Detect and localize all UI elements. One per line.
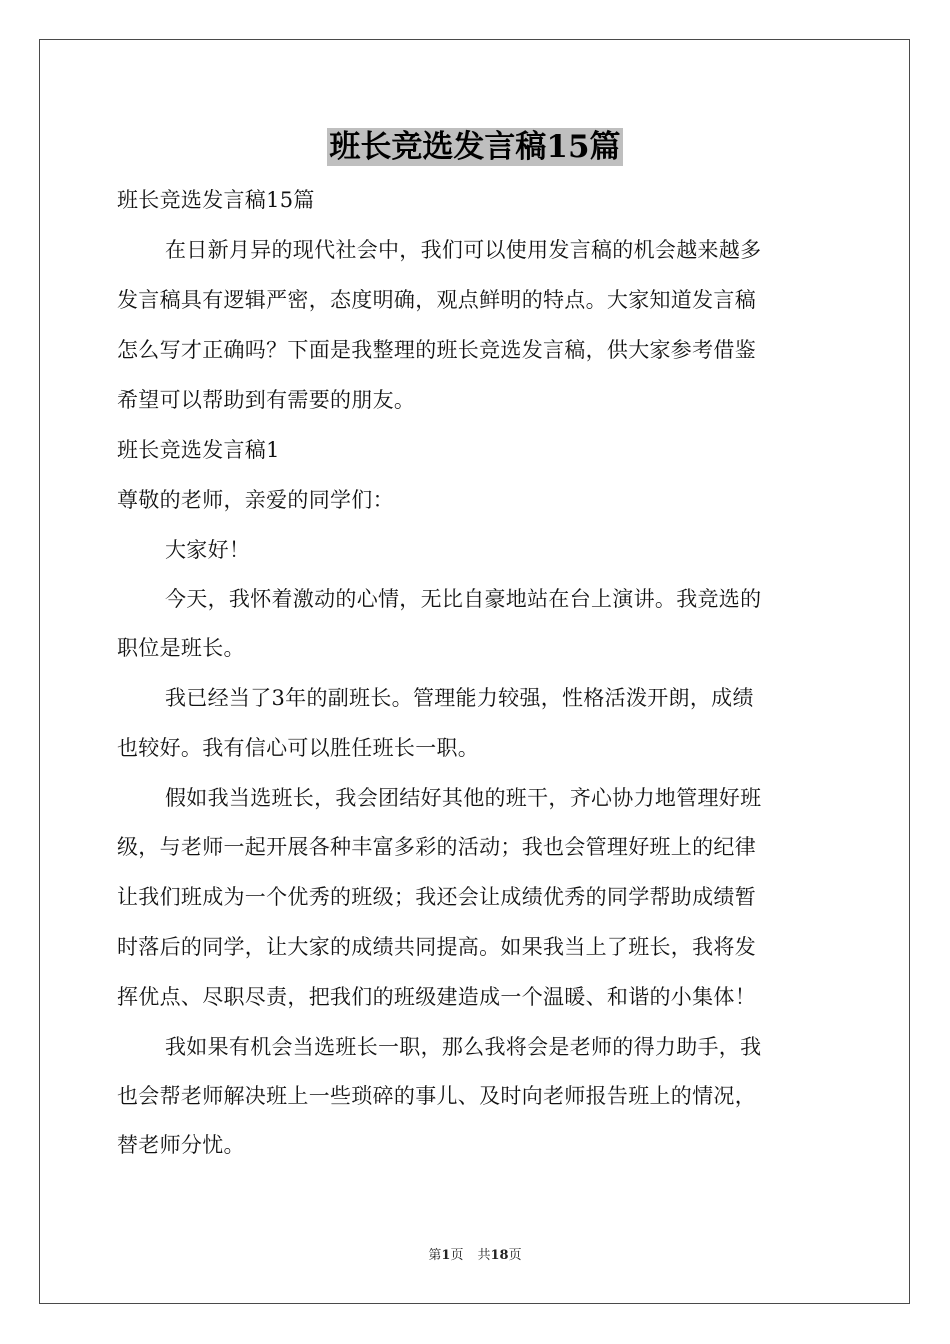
paragraph-line: 替老师分忧。: [117, 1133, 245, 1157]
title-container: [0, 128, 950, 166]
current-page-number: 1: [441, 1248, 451, 1263]
paragraph-line: 我已经当了3年的副班长。管理能力较强，性格活泼开朗，成绩: [165, 686, 754, 710]
subtitle-line: 班长竞选发言稿15篇: [117, 188, 315, 212]
paragraph-line: 希望可以帮助到有需要的朋友。: [117, 388, 416, 412]
section-heading: 班长竞选发言稿1: [117, 438, 280, 462]
paragraph-line: 挥优点、尽职尽责，把我们的班级建造成一个温暖、和谐的小集体！: [117, 985, 756, 1009]
page-number-suffix: 页: [450, 1248, 464, 1263]
paragraph-line: 时落后的同学，让大家的成绩共同提高。如果我当上了班长，我将发: [117, 935, 756, 959]
paragraph-line: 发言稿具有逻辑严密，态度明确，观点鲜明的特点。大家知道发言稿: [117, 288, 756, 312]
paragraph-line: 也较好。我有信心可以胜任班长一职。: [117, 736, 480, 760]
total-pages-prefix: 共: [477, 1248, 491, 1263]
paragraph-line: 级，与老师一起开展各种丰富多彩的活动；我也会管理好班上的纪律: [117, 835, 756, 859]
document-title: 班长竞选发言稿15篇: [329, 129, 621, 165]
salutation-line: 尊敬的老师，亲爱的同学们：: [117, 488, 394, 512]
page-number-prefix: 第: [428, 1248, 442, 1263]
paragraph-line: 今天，我怀着激动的心情，无比自豪地站在台上演讲。我竞选的: [165, 587, 762, 611]
greeting-line: 大家好！: [165, 538, 251, 562]
paragraph-line: 也会帮老师解决班上一些琐碎的事儿、及时向老师报告班上的情况，: [117, 1084, 756, 1108]
paragraph-line: 我如果有机会当选班长一职，那么我将会是老师的得力助手，我: [165, 1035, 762, 1059]
paragraph-line: 假如我当选班长，我会团结好其他的班干，齐心协力地管理好班: [165, 786, 762, 810]
paragraph-line: 让我们班成为一个优秀的班级；我还会让成绩优秀的同学帮助成绩暂: [117, 885, 756, 909]
paragraph-line: 职位是班长。: [117, 636, 245, 660]
page-footer: [0, 1247, 950, 1265]
page-border: [39, 39, 910, 1304]
total-pages-suffix: 页: [508, 1248, 522, 1263]
paragraph-line: 在日新月异的现代社会中，我们可以使用发言稿的机会越来越多: [165, 238, 762, 262]
paragraph-line: 怎么写才正确吗？下面是我整理的班长竞选发言稿，供大家参考借鉴: [117, 338, 756, 362]
total-pages-number: 18: [490, 1248, 509, 1263]
